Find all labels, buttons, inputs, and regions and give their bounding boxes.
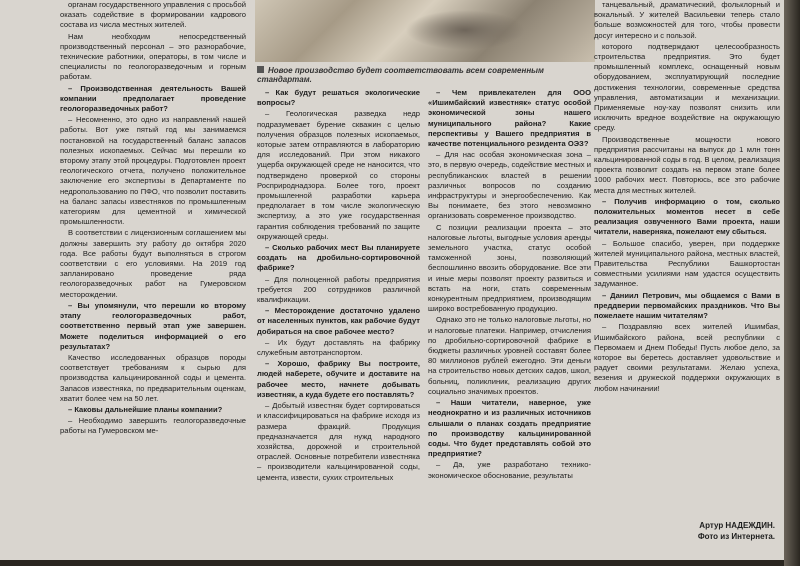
question-paragraph: – Сколько рабочих мест Вы планируете создать на дробильно-сортировочной фабрике? [257,243,420,273]
caption-marker [257,66,264,73]
text-paragraph: В соответствии с лицензионным соглашением мы должны завершить эту работу до октября 2020 года. Все работы будут выполняться в строгом соответствии с его условиями. На 2019 год запланировано проведение ряда геологоразведочных работ на Гумеровском месторождении. [60,228,246,299]
photo-caption [257,66,597,84]
text-paragraph: – Геологическая разведка недр подразумевает бурение скважин с целью получения образцов полезных ископаемых, которые затем отправляются в лабораторию для исследований. При этом никакого ущерба окружающей среде не наносится, что подтверждено проверкой со стороны Росприроднадзора. Более того, проект промышленной разработки карьера предполагает в том числе экологическую экспертизу, а это уже государственная гарантия соблюдения требований по защите окружающей среды. [257,109,420,241]
text-paragraph: органам государственного управления с просьбой оказать содействие в формировании кадрового состава из числа местных жителей. [60,0,246,30]
page-bottom-shadow [0,560,800,566]
question-paragraph: – Чем привлекателен для ООО «Ишимбайский известняк» статус особой экономической зоны нашего муниципального района? Какие перспективы у Вашего предприятия в качестве потенциального резидента ОЭЗ? [428,88,591,149]
photo-credit: Фото из Интернета. [697,532,775,541]
question-paragraph: – Даниил Петрович, мы общаемся с Вами в преддверии первомайских праздников. Что Вы пожелаете нашим читателям? [594,290,780,321]
column-1 [60,0,246,438]
column-2 [257,88,420,484]
text-paragraph: С позиции реализации проекта – это налоговые льготы, выгодные условия аренды земельного участка, статус особой таможенной зоны, позволяющий беспошлинно ввозить оборудование. Все эти и иные меры позволят проекту развиться и встать на ноги, стать современным конкурентным предприятием, производящим широко востребованную продукцию. [428,222,591,314]
text-paragraph: которого подтверждают целесообразность строительства предприятия. Это будет промышленный комплекс, оснащенный новым оборудованием, эксплуатирующий последние достижения технологии, современные средства управления, автоматизации и механизации. Применяемые ноу-хау позволят снизить или исключить вредное воздействие на окружающую среду. [594,41,780,133]
column-3 [428,88,591,482]
text-paragraph: – Несомненно, это одно из направлений нашей работы. Вот уже пятый год мы занимаемся постановкой на государственный баланс запасов полезных ископаемых. Сейчас мы перешли ко второму этапу этой процедуры. Подготовлен проект геологического отчета, получено положительное заключение его экспертизы в Департаменте по недропользованию по ПФО, что позволит поставить на баланс запасы известняков по промышленным категориям для цементной и химической промышленности. [60,115,246,227]
text-paragraph: – Их будут доставлять на фабрику служебным автотранспортом. [257,337,420,358]
text-paragraph: Качество исследованных образцов породы соответствует требованиям к сырью для производства кальцинированной соды и цемента. Запасов известняка, по предварительным оценкам, хватит более чем на 50 лет. [60,352,246,403]
text-paragraph: – Большое спасибо, уверен, при поддержке жителей муниципального района, местных властей, Правительства Республики Башкортостан совместными усилиями нам удастся осуществить задуманное. [594,238,780,289]
article-photo [255,0,595,62]
question-paragraph: – Вы упомянули, что перешли ко второму этапу геологоразведочных работ, соответственно первый этап уже завершен. Можете поделиться информацией о его результатах? [60,300,246,351]
text-paragraph: танцевальный, драматический, фольклорный и вокальный. У жителей Васильевки теперь стало больше возможностей для того, чтобы провести досуг интересно и с пользой. [594,0,780,40]
text-paragraph: – Поздравляю всех жителей Ишимбая, Ишимбайского района, всей республики с Первомаем и Днем Победы! Пусть любое дело, за которое вы беретесь доставляет удовольствие и радует своими результатами. Желаю успеха, везения и дружеской поддержки окружающих в любом начинании! [594,322,780,393]
question-paragraph: – Наши читатели, наверное, уже неоднократно и из различных источников слышали о планах создать предприятие по производству кальцинированной соды. Что будет представлять собой это предприятие? [428,398,591,459]
question-paragraph: – Каковы дальнейшие планы компании? [68,404,223,414]
question-paragraph: – Получив информацию о том, сколько положительных моментов несет в себе реализация озвученного Вами проекта, наши читатели, наверняка, пожелают ему сбыться. [594,196,780,237]
article-signature [640,520,775,542]
question-paragraph: – Производственная деятельность Вашей компании предполагает проведение геологоразведочных работ? [60,83,246,114]
text-paragraph: Однако это не только налоговые льготы, но и налоговые платежи. Например, отчисления по дробильно-сортировочной фабрике в бюджеты различных уровней составят более 80 миллионов рублей ежегодно. Эти деньги на строительство новых детских садов, школ, больниц, поликлиник, реализацию других социально значимых проектов. [428,315,591,396]
text-paragraph: – Да, уже разработано технико-экономическое обоснование, результаты [428,460,591,480]
question-paragraph: – Месторождение достаточно удалено от населенных пунктов, как рабочие будут добираться на свое рабочее место? [257,306,420,336]
photo-caption-text: Новое производство будет соответствовать всем современным стандартам. [257,66,544,84]
text-paragraph: – Для нас особая экономическая зона – это, в первую очередь, содействие местных и республиканских властей в решении различных вопросов по созданию инфраструктуры и энергообеспечению. Как Вы понимаете, без этого невозможно организовать современное производство. [428,150,591,221]
text-paragraph: – Для полноценной работы предприятия требуется 200 сотрудников различной квалификации. [257,274,420,305]
text-paragraph: Производственные мощности нового предприятия рассчитаны на выпуск до 1 млн тонн кальцинированной соды в год. В целом, реализация проекта позволит создать на первом этапе более 1000 рабочих мест. Повторюсь, все это рабочие места для местных жителей. [594,134,780,195]
text-paragraph: – Добытый известняк будет сортироваться и классифицироваться на фабрике исходя из размера фракций. Продукция предназначается для нужд народного хозяйства, дорожной и строительной отраслей. Основные потребители известняка – производители кальцинированной соды, цемента, извести, сухих строительных [257,401,420,482]
column-4 [594,0,780,395]
text-paragraph: – Необходимо завершить геологоразведочные работы на Гумеровском ме- [60,416,246,436]
question-paragraph: – Как будут решаться экологические вопросы? [257,88,420,108]
author-name: Артур НАДЕЖДИН. [699,521,775,530]
text-paragraph: Нам необходим непосредственный производственный персонал – это разнорабочие, технические работники, операторы, в том числе и специалисты по геологоразведочным и горным работам. [60,31,246,82]
question-paragraph: – Хорошо, фабрику Вы построите, людей наберете, обучите и доставите на рабочее место, начнете добывать известняк, а куда будете его поставлять? [257,359,420,399]
